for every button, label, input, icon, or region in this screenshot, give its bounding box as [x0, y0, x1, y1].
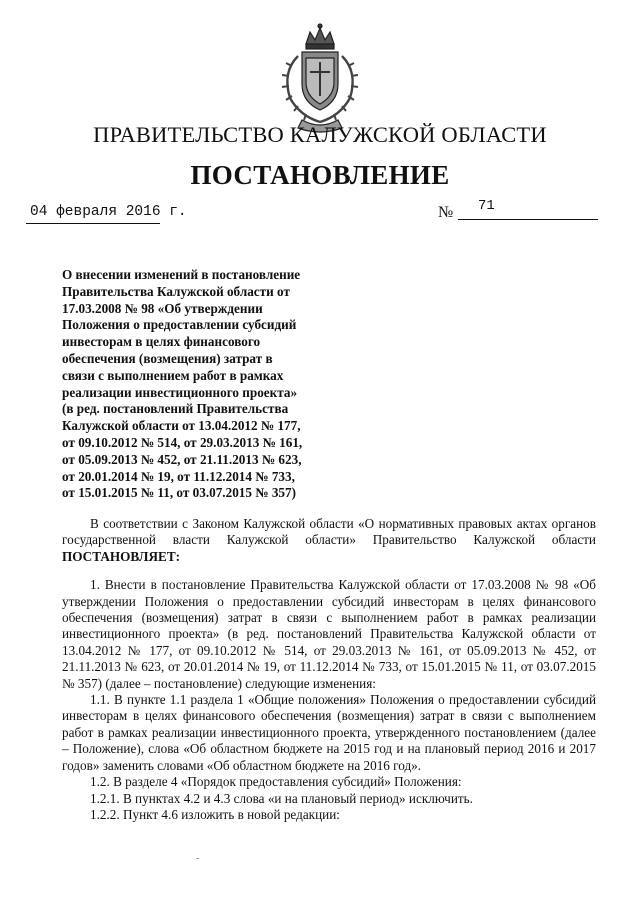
title-line: (в ред. постановлений Правительства [62, 401, 289, 417]
preamble-text: В соответствии с Законом Калужской области «О нормативных правовых актах органов государственной власти Калужской области» Правительство Калужской области [62, 516, 596, 548]
title-line: инвесторам в целях финансового [62, 334, 261, 350]
document-date: 04 февраля 2016 г. [30, 204, 187, 220]
title-line: от 05.09.2013 № 452, от 21.11.2013 № 623, [62, 451, 302, 467]
document-type: ПОСТАНОВЛЕНИЕ [190, 160, 450, 190]
title-line: Правительства Калужской области от [62, 283, 290, 299]
title-line: обеспечения (возмещения) затрат в [62, 350, 273, 366]
title-line: от 15.01.2015 № 11, от 03.07.2015 № 357) [62, 485, 296, 501]
document-body [62, 516, 596, 823]
title-line: Положения о предоставлении субсидий [62, 317, 297, 333]
document-title [62, 267, 318, 502]
paragraph-1-2-1: 1.2.1. В пунктах 4.2 и 4.3 слова «и на плановый период» исключить. [90, 790, 473, 806]
paragraph-1-2: 1.2. В разделе 4 «Порядок предоставления субсидий» Положения: [90, 774, 462, 790]
preamble-paragraph [62, 516, 596, 565]
number-underline [458, 219, 598, 220]
title-line: Калужской области от 13.04.2012 № 177, [62, 418, 301, 434]
document-number: 71 [478, 198, 495, 214]
paragraph-1: 1. Внести в постановление Правительства Калужской области от 17.03.2008 № 98 «Об утверждении Положения о предоставлении субсидий инвесторам в целях финансового обеспечения (возмещения) затрат в связи с выполнением работ в рамках реализации инвестиционного проекта» (в ред. постановлений Правительства Калужской области от 13.04.2012 № 177, от 09.10.2012 № 514, от 29.03.2013 № 161, от 05.09.2013 № 452, от 21.11.2013 № 623, от 20.01.2014 № 19, от 11.12.2014 № 733, от 15.01.2015 № 11, от 03.07.2015 № 357) (далее – постановление) следующие изменения: [62, 577, 596, 691]
number-sign: № [438, 204, 454, 221]
scan-mark: ˜ [196, 857, 200, 868]
title-line: от 20.01.2014 № 19, от 11.12.2014 № 733, [62, 468, 295, 484]
resolves-text: ПОСТАНОВЛЯЕТ: [62, 548, 181, 564]
date-underline [26, 223, 160, 224]
title-line: 17.03.2008 № 98 «Об утверждении [62, 300, 263, 316]
title-line: реализации инвестиционного проекта» [62, 384, 298, 400]
title-line: связи с выполнением работ в рамках [62, 367, 284, 383]
paragraph-1-2-2: 1.2.2. Пункт 4.6 изложить в новой редакции: [90, 806, 340, 822]
government-name: ПРАВИТЕЛЬСТВО КАЛУЖСКОЙ ОБЛАСТИ [93, 122, 547, 147]
coat-of-arms-icon [262, 22, 378, 134]
title-line: О внесении изменений в постановление [62, 267, 301, 282]
title-line: от 09.10.2012 № 514, от 29.03.2013 № 161, [62, 434, 303, 450]
paragraph-1-1: 1.1. В пункте 1.1 раздела 1 «Общие положения» Положения о предоставлении субсидий инвесторам в целях финансового обеспечения (возмещения) затрат в связи с выполнением работ в рамках реализации инвестиционного проекта, утвержденного постановлением (далее – Положение), слова «Об областном бюджете на 2015 год и на плановый период 2016 и 2017 годов» заменить словами «Об областном бюджете на 2016 год». [62, 692, 596, 773]
